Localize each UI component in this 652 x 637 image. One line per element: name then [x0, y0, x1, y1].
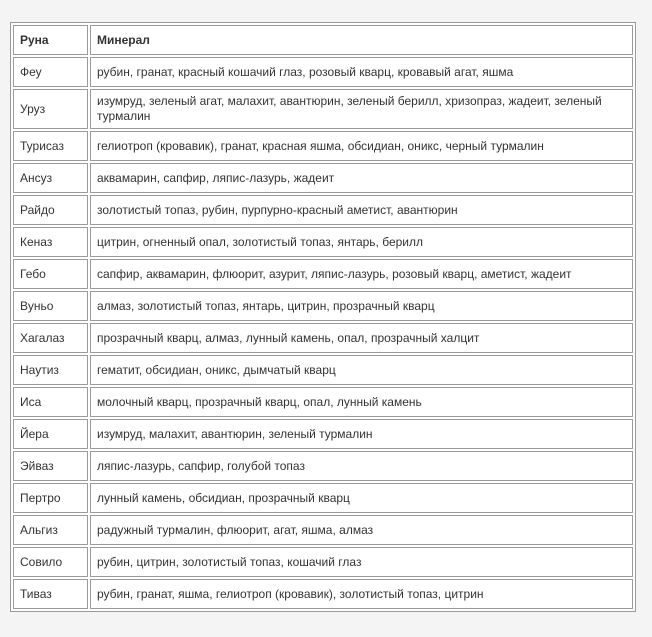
header-mineral: Минерал [90, 25, 633, 55]
rune-cell: Эйваз [13, 451, 88, 481]
table-row [13, 89, 633, 129]
mineral-cell: прозрачный кварц, алмаз, лунный камень, опал, прозрачный халцит [90, 323, 633, 353]
table-row [13, 387, 633, 417]
rune-cell: Йера [13, 419, 88, 449]
table-row [13, 57, 633, 87]
mineral-cell: радужный турмалин, флюорит, агат, яшма, алмаз [90, 515, 633, 545]
mineral-cell: рубин, гранат, яшма, гелиотроп (кровавик), золотистый топаз, цитрин [90, 579, 633, 609]
rune-cell: Ансуз [13, 163, 88, 193]
rune-cell: Иса [13, 387, 88, 417]
table-row [13, 515, 633, 545]
mineral-cell: рубин, цитрин, золотистый топаз, кошачий глаз [90, 547, 633, 577]
mineral-cell: изумруд, зеленый агат, малахит, авантюрин, зеленый берилл, хризопраз, жадеит, зеленый турмалин [90, 89, 633, 129]
rune-cell: Пертро [13, 483, 88, 513]
rune-cell: Кеназ [13, 227, 88, 257]
rune-cell: Наутиз [13, 355, 88, 385]
rune-cell: Хагалаз [13, 323, 88, 353]
mineral-cell: ляпис-лазурь, сапфир, голубой топаз [90, 451, 633, 481]
table-row [13, 163, 633, 193]
table-row [13, 195, 633, 225]
table-header-row [13, 25, 633, 55]
mineral-cell: изумруд, малахит, авантюрин, зеленый турмалин [90, 419, 633, 449]
table-row [13, 419, 633, 449]
mineral-cell: цитрин, огненный опал, золотистый топаз, янтарь, берилл [90, 227, 633, 257]
rune-cell: Турисаз [13, 131, 88, 161]
table-row [13, 579, 633, 609]
table-row [13, 227, 633, 257]
rune-mineral-table [10, 22, 636, 612]
mineral-cell: аквамарин, сапфир, ляпис-лазурь, жадеит [90, 163, 633, 193]
rune-cell: Уруз [13, 89, 88, 129]
rune-cell: Вуньо [13, 291, 88, 321]
rune-mineral-table-container [10, 22, 636, 637]
mineral-cell: сапфир, аквамарин, флюорит, азурит, ляпис-лазурь, розовый кварц, аметист, жадеит [90, 259, 633, 289]
rune-cell: Тиваз [13, 579, 88, 609]
mineral-cell: алмаз, золотистый топаз, янтарь, цитрин, прозрачный кварц [90, 291, 633, 321]
table-row [13, 131, 633, 161]
table-row [13, 259, 633, 289]
table-row [13, 547, 633, 577]
rune-cell: Совило [13, 547, 88, 577]
rune-cell: Гебо [13, 259, 88, 289]
table-row [13, 451, 633, 481]
mineral-cell: лунный камень, обсидиан, прозрачный кварц [90, 483, 633, 513]
rune-cell: Альгиз [13, 515, 88, 545]
table-row [13, 291, 633, 321]
table-row [13, 355, 633, 385]
mineral-cell: молочный кварц, прозрачный кварц, опал, лунный камень [90, 387, 633, 417]
rune-cell: Райдо [13, 195, 88, 225]
rune-cell: Феу [13, 57, 88, 87]
mineral-cell: гелиотроп (кровавик), гранат, красная яшма, обсидиан, оникс, черный турмалин [90, 131, 633, 161]
mineral-cell: гематит, обсидиан, оникс, дымчатый кварц [90, 355, 633, 385]
header-rune: Руна [13, 25, 88, 55]
table-row [13, 483, 633, 513]
mineral-cell: золотистый топаз, рубин, пурпурно-красный аметист, авантюрин [90, 195, 633, 225]
mineral-cell: рубин, гранат, красный кошачий глаз, розовый кварц, кровавый агат, яшма [90, 57, 633, 87]
table-row [13, 323, 633, 353]
